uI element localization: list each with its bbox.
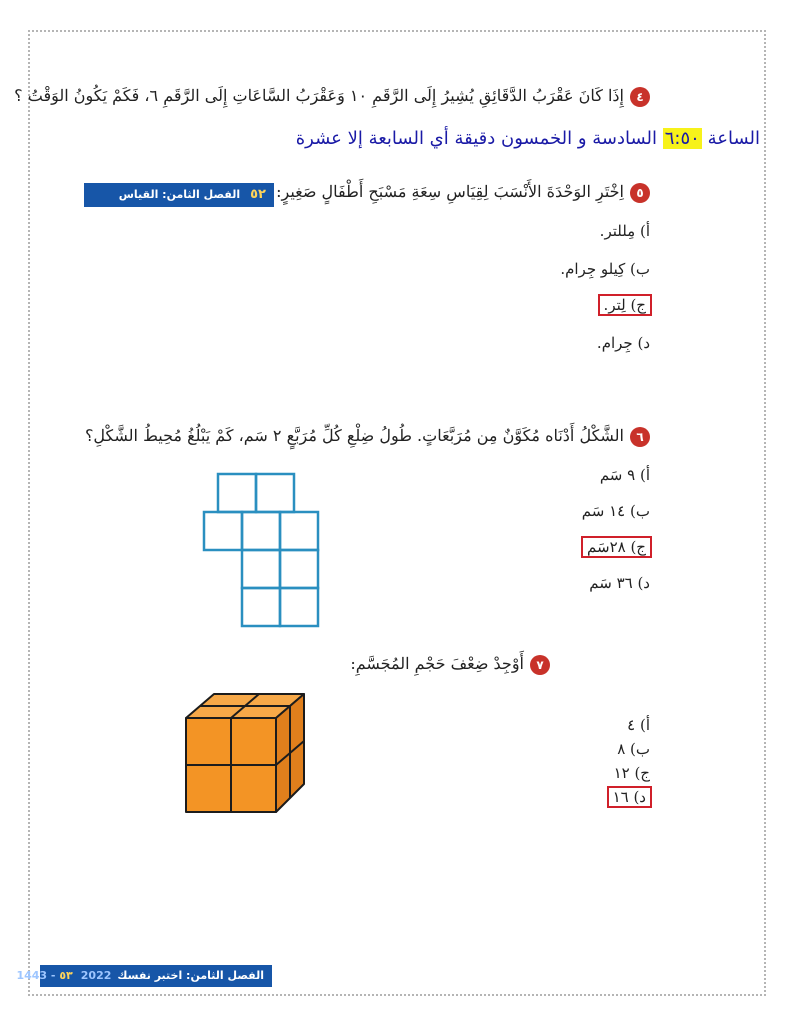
- question-7-text: أَوْجِدْ ضِعْفَ حَجْمِ المُجَسَّمِ:: [350, 654, 524, 673]
- q6-option-b[interactable]: ب) ١٤ سَم: [581, 502, 650, 520]
- q7-option-c[interactable]: ج) ١٢: [613, 764, 650, 782]
- question-7: [350, 654, 550, 675]
- question-6-text: الشَّكْلُ أَدْنَاه مُكَوَّنٌ مِن مُرَبَّعَاتٍ. طُولُ ضِلْعِ كُلِّ مُرَبَّعٍ ٢ سَم، كَمْ يَبْلُغُ مُحِيطُ الشَّكْلِ؟: [84, 426, 624, 445]
- footer-year: 2022 - 1443: [16, 969, 112, 982]
- chapter-title: الفصل الثامن: القياس: [118, 188, 241, 201]
- footer-page-number: ٥٣: [59, 969, 73, 982]
- q7-option-a[interactable]: أ) ٤: [627, 716, 650, 734]
- grid-square: [256, 474, 294, 512]
- grid-square: [280, 588, 318, 626]
- grid-square: [242, 512, 280, 550]
- q5-option-b[interactable]: ب) كِيلو جِرام.: [560, 260, 650, 278]
- selected-answer-box: ج) ٢٨سَم: [581, 536, 652, 558]
- question-5-number-badge: ٥: [630, 183, 650, 203]
- q5-option-c[interactable]: [598, 296, 652, 314]
- question-5: [276, 182, 650, 203]
- q7-option-d[interactable]: [607, 788, 652, 806]
- answer-rest: السادسة و الخمسون دقيقة أي السابعة إلا عشرة: [295, 128, 658, 149]
- footer-banner: [16, 965, 272, 987]
- q5-option-a[interactable]: أ) مِللتر.: [599, 222, 650, 240]
- question-6-number-badge: ٦: [630, 427, 650, 447]
- q5-option-d[interactable]: د) جِرام.: [596, 334, 650, 352]
- question-4-number-badge: ٤: [630, 87, 650, 107]
- question-7-number-badge: ٧: [530, 655, 550, 675]
- grid-square: [280, 550, 318, 588]
- question-4-text: إِذَا كَانَ عَقْرَبُ الدَّقَائِقِ يُشِيرُ إِلَى الرَّقَمِ ١٠ وَعَقْرَبُ السَّاعَاتِ إِلَى الرَّقَمِ ٦، فَكَمْ يَكُونُ الوَقْتُ ؟: [14, 86, 624, 105]
- grid-square: [218, 474, 256, 512]
- selected-answer-box: د) ١٦: [607, 786, 652, 808]
- grid-square: [204, 512, 242, 550]
- question-4-answer: [296, 128, 760, 149]
- question-4: [14, 86, 650, 107]
- grid-square: [280, 512, 318, 550]
- grid-square: [242, 588, 280, 626]
- q6-option-d[interactable]: د) ٣٦ سَم: [589, 574, 650, 592]
- page-border: [28, 30, 766, 996]
- selected-answer-box: ج) لِتر.: [598, 294, 652, 316]
- footer-title: الفصل الثامن: اختبر نفسك: [117, 969, 264, 982]
- chapter-page-number: ٥٢: [250, 187, 266, 202]
- square-grid-figure: [200, 470, 326, 630]
- q6-option-a[interactable]: أ) ٩ سَم: [599, 466, 650, 484]
- q7-option-b[interactable]: ب) ٨: [617, 740, 650, 758]
- cube-figure: [180, 688, 312, 822]
- question-6: [85, 426, 650, 447]
- q6-option-c[interactable]: [581, 538, 652, 556]
- question-5-text: اِخْتَرِ الوَحْدَةَ الأَنْسَبَ لِقِيَاسِ سِعَةِ مَسْبَحِ أَطْفَالٍ صَغِيرٍ:: [276, 182, 624, 201]
- answer-time-highlight: ٦:٥٠: [664, 128, 700, 149]
- answer-prefix: الساعة: [707, 128, 760, 149]
- chapter-banner: [84, 183, 274, 207]
- grid-square: [242, 550, 280, 588]
